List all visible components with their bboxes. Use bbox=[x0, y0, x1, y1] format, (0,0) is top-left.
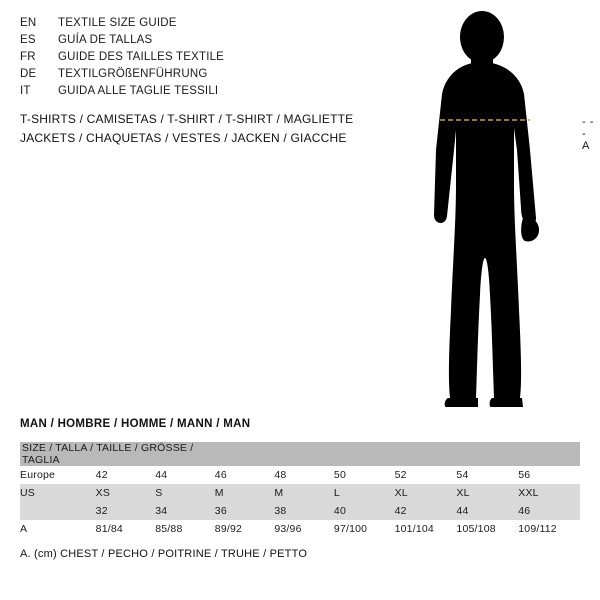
row-label-europe: Europe bbox=[20, 466, 96, 484]
cell-usnum-2: 36 bbox=[215, 502, 275, 520]
language-code-de: DE bbox=[20, 68, 37, 80]
cell-usnum-5: 42 bbox=[395, 502, 457, 520]
cell-a-4: 97/100 bbox=[334, 520, 395, 538]
table-header-spacer-4 bbox=[395, 442, 457, 466]
language-code-fr: FR bbox=[20, 51, 36, 63]
cell-usnum-6: 44 bbox=[456, 502, 518, 520]
marker-letter: A bbox=[582, 140, 590, 152]
cell-a-3: 93/96 bbox=[274, 520, 334, 538]
cell-a-5: 101/104 bbox=[395, 520, 457, 538]
cell-europe-7: 56 bbox=[518, 466, 580, 484]
language-text-es: GUÍA DE TALLAS bbox=[58, 34, 153, 46]
language-text-de: TEXTILGRÖßENFÜHRUNG bbox=[58, 68, 208, 80]
table-header-label: SIZE / TALLA / TAILLE / GRÖSSE / TAGLIA bbox=[20, 442, 215, 466]
cell-europe-1: 44 bbox=[155, 466, 215, 484]
table-header-spacer-3 bbox=[334, 442, 395, 466]
language-code-es: ES bbox=[20, 34, 36, 46]
table-row bbox=[20, 466, 580, 484]
row-label-a: A bbox=[20, 520, 96, 538]
footnote-chest-measure: A. (cm) CHEST / PECHO / POITRINE / TRUHE / PETTO bbox=[20, 548, 308, 560]
cell-a-0: 81/84 bbox=[96, 520, 156, 538]
cell-a-1: 85/88 bbox=[155, 520, 215, 538]
size-table bbox=[20, 442, 580, 538]
table-header-spacer-6 bbox=[518, 442, 580, 466]
language-code-it: IT bbox=[20, 85, 31, 97]
table-row bbox=[20, 484, 580, 502]
cell-europe-3: 48 bbox=[274, 466, 334, 484]
language-row-en bbox=[20, 17, 400, 34]
row-label-us-numeric bbox=[20, 502, 96, 520]
table-header-spacer-1 bbox=[215, 442, 275, 466]
cell-us-5: XL bbox=[395, 484, 457, 502]
cell-a-7: 109/112 bbox=[518, 520, 580, 538]
cell-usnum-0: 32 bbox=[96, 502, 156, 520]
cell-us-0: XS bbox=[96, 484, 156, 502]
language-row-es bbox=[20, 34, 400, 51]
cell-us-6: XL bbox=[456, 484, 518, 502]
measure-marker-a bbox=[582, 116, 595, 152]
cell-europe-2: 46 bbox=[215, 466, 275, 484]
cell-us-7: XXL bbox=[518, 484, 580, 502]
cell-europe-4: 50 bbox=[334, 466, 395, 484]
language-row-de bbox=[20, 68, 400, 85]
category-line-jackets: JACKETS / CHAQUETAS / VESTES / JACKEN / GIACCHE bbox=[20, 131, 347, 145]
male-silhouette-icon bbox=[420, 10, 595, 410]
language-row-fr bbox=[20, 51, 400, 68]
language-code-en: EN bbox=[20, 17, 37, 29]
cell-usnum-3: 38 bbox=[274, 502, 334, 520]
table-row bbox=[20, 502, 580, 520]
cell-us-3: M bbox=[274, 484, 334, 502]
cell-europe-0: 42 bbox=[96, 466, 156, 484]
marker-dash: - - - bbox=[582, 116, 594, 140]
language-header-block bbox=[20, 17, 400, 102]
male-figure-illustration bbox=[420, 10, 595, 410]
table-row bbox=[20, 520, 580, 538]
cell-a-2: 89/92 bbox=[215, 520, 275, 538]
category-block bbox=[20, 110, 440, 148]
language-text-it: GUIDA ALLE TAGLIE TESSILI bbox=[58, 85, 219, 97]
cell-us-1: S bbox=[155, 484, 215, 502]
table-header-row bbox=[20, 442, 580, 466]
language-text-fr: GUIDE DES TAILLES TEXTILE bbox=[58, 51, 225, 63]
row-label-us: US bbox=[20, 484, 96, 502]
cell-us-4: L bbox=[334, 484, 395, 502]
cell-europe-5: 52 bbox=[395, 466, 457, 484]
cell-us-2: M bbox=[215, 484, 275, 502]
language-row-it bbox=[20, 85, 400, 102]
cell-usnum-7: 46 bbox=[518, 502, 580, 520]
table-header-spacer-5 bbox=[456, 442, 518, 466]
table-title: MAN / HOMBRE / HOMME / MANN / MAN bbox=[20, 418, 251, 430]
cell-europe-6: 54 bbox=[456, 466, 518, 484]
category-line-tshirts: T-SHIRTS / CAMISETAS / T-SHIRT / T-SHIRT / MAGLIETTE bbox=[20, 112, 354, 126]
cell-usnum-1: 34 bbox=[155, 502, 215, 520]
language-text-en: TEXTILE SIZE GUIDE bbox=[58, 17, 177, 29]
table-header-spacer-2 bbox=[274, 442, 334, 466]
cell-usnum-4: 40 bbox=[334, 502, 395, 520]
cell-a-6: 105/108 bbox=[456, 520, 518, 538]
